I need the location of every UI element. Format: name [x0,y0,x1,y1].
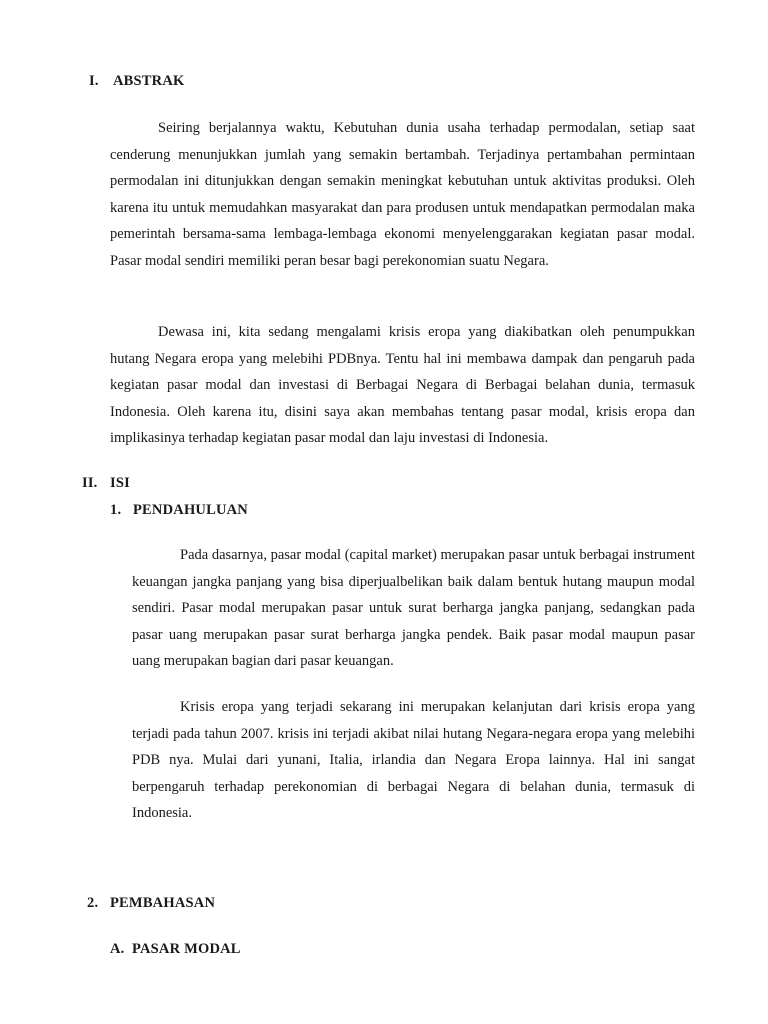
pendahuluan-paragraph-2: Krisis eropa yang terjadi sekarang ini merupakan kelanjutan dari krisis eropa yang terjadi pada tahun 2007. krisis ini terjadi akibat nilai hutang Negara-negara eropa yang melebihi PDB nya. Mulai dari yunani, Italia, irlandia dan Negara Eropa lainnya. Hal ini sangat berpengaruh terhadap perekonomian di berbagai Negara di belahan dunia, termasuk di Indonesia. [132,699,695,821]
section-title: ABSTRAK [113,73,185,89]
subsubsection-heading-pasar-modal [110,941,241,958]
subsection-title: PENDAHULUAN [133,502,248,518]
subsection-title: PEMBAHASAN [110,895,216,911]
abstrak-paragraph-1: Seiring berjalannya waktu, Kebutuhan dunia usaha terhadap permodalan, setiap saat cenderung menunjukkan jumlah yang semakin bertambah. Terjadinya pertambahan permintaan permodalan ini ditunjukkan dengan semakin meningkat kebutuhan untuk aktivitas produksi. Oleh karena itu untuk memudahkan masyarakat dan para produsen untuk mendapatkan permodalan maka pemerintah bersama-sama lembaga-lembaga ekonomi menyelenggarakan kegiatan pasar modal. Pasar modal sendiri memiliki peran besar bagi perekonomian suatu Negara. [110,120,695,269]
subsection-number: 2. [87,895,99,911]
pendahuluan-paragraph-1: Pada dasarnya, pasar modal (capital market) merupakan pasar untuk berbagai instrument keuangan jangka panjang yang bisa diperjualbelikan baik dalam bentuk hutang maupun modal sendiri. Pasar modal merupakan pasar untuk surat berharga jangka panjang, sedangkan pada pasar uang merupakan pasar surat berharga jangka pendek. Baik pasar modal maupun pasar uang merupakan bagian dari pasar keuangan. [132,547,695,669]
subsection-heading-pendahuluan [110,502,248,519]
section-title: ISI [110,475,130,491]
subsubsection-letter: A. [110,941,125,957]
subsubsection-title: PASAR MODAL [132,941,241,957]
section-heading-abstrak [89,73,185,90]
abstrak-paragraph-2: Dewasa ini, kita sedang mengalami krisis eropa yang diakibatkan oleh penumpukkan hutang Negara eropa yang melebihi PDBnya. Tentu hal ini membawa dampak dan pengaruh pada kegiatan pasar modal dan investasi di Berbagai Negara di Berbagai belahan dunia, termasuk Indonesia. Oleh karena itu, disini saya akan membahas tentang pasar modal, krisis eropa dan implikasinya terhadap kegiatan pasar modal dan laju investasi di Indonesia. [110,324,695,446]
section-heading-isi [82,475,130,492]
subsection-heading-pembahasan [87,895,215,912]
section-number: I. [89,73,99,89]
section-number: II. [82,475,98,491]
subsection-number: 1. [110,502,122,518]
